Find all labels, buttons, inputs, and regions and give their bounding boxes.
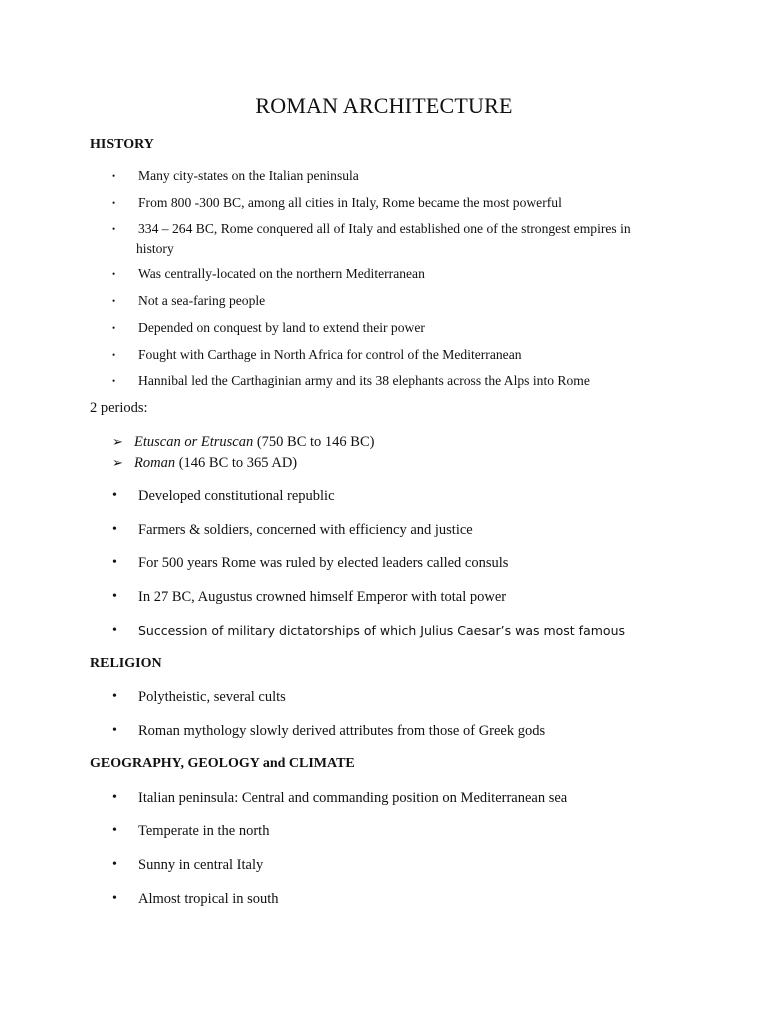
period-name: Etuscan or Etruscan (134, 434, 254, 450)
bullet-icon: • (112, 350, 116, 360)
bullet-icon: • (112, 589, 117, 604)
geography-item (112, 855, 652, 875)
heading-religion: RELIGION (90, 656, 162, 671)
bullet-icon: • (112, 689, 117, 704)
history-item-text: Many city-states on the Italian peninsula (138, 168, 359, 183)
bullet-icon: • (112, 857, 117, 872)
period-entry (112, 432, 374, 452)
page-title: ROMAN ARCHITECTURE (255, 93, 513, 118)
period-item-text: Developed constitutional republic (138, 488, 335, 504)
period-item-text: In 27 BC, Augustus crowned himself Emperor with total power (138, 589, 507, 605)
period-item-text: Succession of military dictatorships of which Julius Caesar’s was most famous (138, 623, 625, 638)
history-item-text: Not a sea-faring people (138, 293, 266, 308)
bullet-icon: • (112, 296, 116, 306)
history-item (112, 291, 652, 311)
period-item-text: For 500 years Rome was ruled by elected leaders called consuls (138, 555, 509, 571)
history-item (112, 371, 652, 391)
period-name: Roman (134, 455, 176, 471)
period-item (112, 486, 652, 506)
geography-item (112, 821, 652, 841)
religion-item (112, 721, 652, 741)
geography-item-text: Sunny in central Italy (138, 857, 264, 873)
history-item (112, 219, 652, 259)
bullet-icon: • (112, 488, 117, 503)
bullet-icon: • (112, 376, 116, 386)
history-item (112, 264, 652, 284)
bullet-icon: • (112, 198, 116, 208)
bullet-icon: • (112, 269, 116, 279)
period-item (112, 621, 652, 641)
heading-geography: GEOGRAPHY, GEOLOGY and CLIMATE (90, 756, 355, 771)
history-item-text: From 800 -300 BC, among all cities in Italy, Rome became the most powerful (138, 195, 562, 210)
history-item (112, 345, 652, 365)
geography-item (112, 788, 652, 808)
heading-history: HISTORY (90, 137, 154, 152)
religion-item-text: Polytheistic, several cults (138, 689, 286, 705)
religion-item-text: Roman mythology slowly derived attributes from those of Greek gods (138, 723, 546, 739)
arrow-bullet-icon: ➢ (112, 455, 123, 470)
geography-item-text: Almost tropical in south (138, 891, 279, 907)
period-range: (750 BC to 146 BC) (253, 434, 375, 450)
period-item-text: Farmers & soldiers, concerned with efficiency and justice (138, 522, 473, 538)
periods-label: 2 periods: (90, 400, 148, 416)
history-item-text: Was centrally-located on the northern Mediterranean (138, 266, 425, 281)
period-item (112, 587, 652, 607)
history-item-text: Depended on conquest by land to extend their power (138, 320, 425, 335)
bullet-icon: • (112, 790, 117, 805)
period-item (112, 553, 652, 573)
history-item-text: Fought with Carthage in North Africa for control of the Mediterranean (138, 347, 522, 362)
bullet-icon: • (112, 555, 117, 570)
geography-item-text: Temperate in the north (138, 823, 270, 839)
religion-item (112, 687, 652, 707)
geography-item-text: Italian peninsula: Central and commanding position on Mediterranean sea (138, 790, 568, 806)
history-item-text: 334 – 264 BC, Rome conquered all of Italy and established one of the strongest empires in history (136, 221, 631, 256)
history-item (112, 166, 652, 186)
bullet-icon: • (112, 171, 116, 181)
bullet-icon: • (112, 823, 117, 838)
period-item (112, 520, 652, 540)
history-item-text: Hannibal led the Carthaginian army and its 38 elephants across the Alps into Rome (138, 373, 590, 388)
bullet-icon: • (112, 522, 117, 537)
bullet-icon: • (112, 623, 117, 638)
bullet-icon: • (112, 323, 116, 333)
arrow-bullet-icon: ➢ (112, 434, 123, 449)
geography-item (112, 889, 652, 909)
period-entry (112, 453, 297, 473)
history-item (112, 193, 652, 213)
history-item (112, 318, 652, 338)
bullet-icon: • (112, 891, 117, 906)
bullet-icon: • (112, 224, 116, 234)
bullet-icon: • (112, 723, 117, 738)
period-range: (146 BC to 365 AD) (175, 455, 298, 471)
